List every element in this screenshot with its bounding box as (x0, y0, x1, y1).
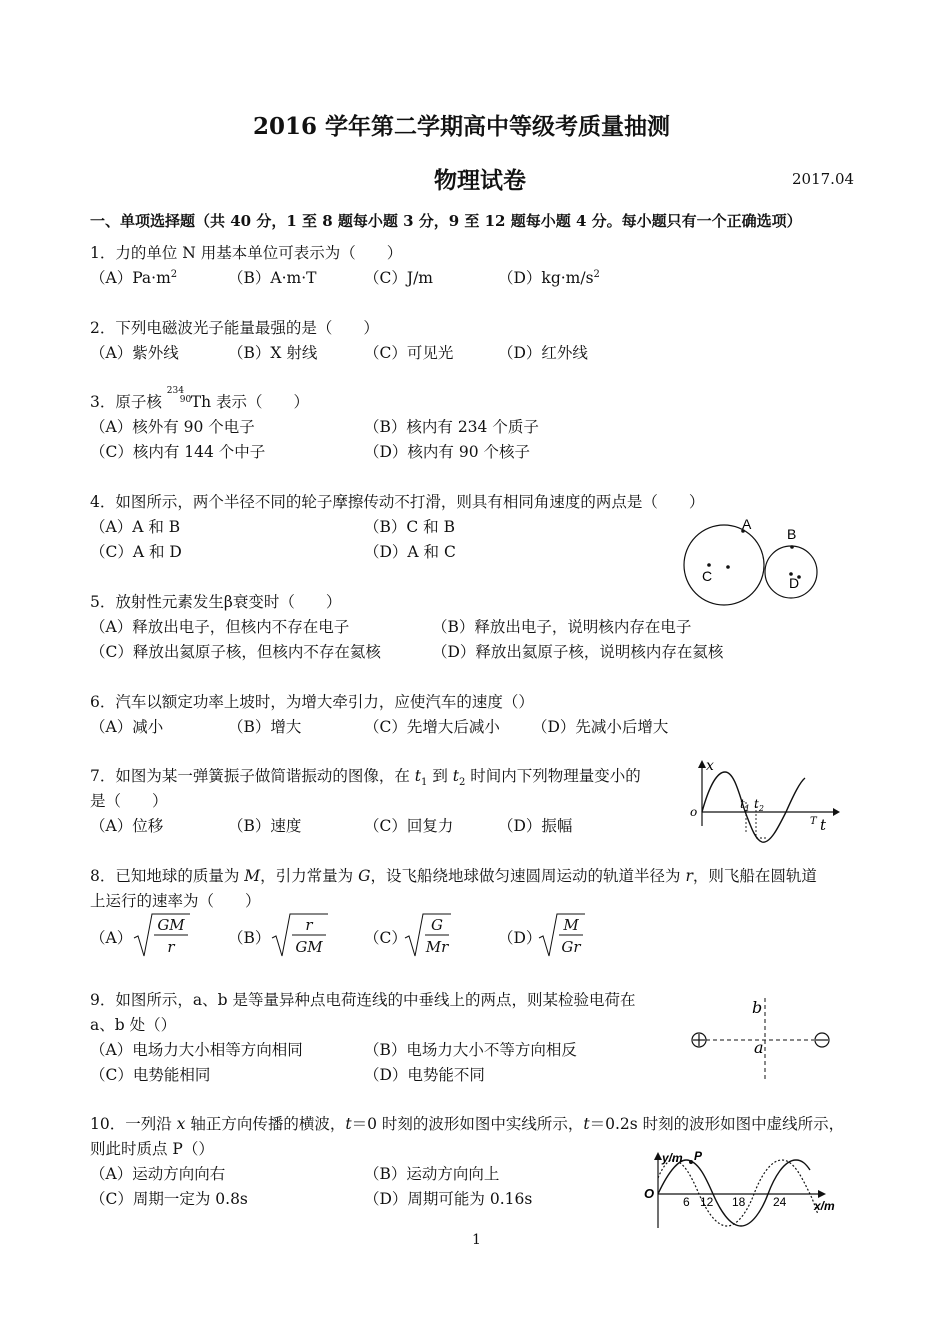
q7-option-d: （D）振幅 (498, 817, 573, 835)
q7-stem-cont: 是（ ） (90, 792, 168, 810)
q3-option-c: （C）核内有 144 个中子 (90, 443, 266, 461)
exam-date: 2017.04 (792, 170, 855, 188)
q10-option-c: （C）周期一定为 0.8s (90, 1190, 248, 1208)
point-p (689, 1160, 693, 1164)
q1-option-c: （C）J/m (364, 269, 433, 287)
section-heading: 一、单项选择题（共 40 分，1 至 8 题每小题 3 分，9 至 12 题每小题 4 分。每小题只有一个正确选项） (90, 212, 802, 230)
q6-stem: 6．汽车以额定功率上坡时，为增大牵引力，应使汽车的速度（） (90, 693, 534, 711)
q10-stem: 10．一列沿 x 轴正方向传播的横波，t＝0 时刻的波形如图中实线所示，t＝0.2s 时刻的波形如图中虚线所示， (90, 1115, 845, 1133)
label-o: o (690, 805, 698, 819)
q8-option-d: （D） (498, 929, 542, 947)
q1-option-d: $(D)kg\cdot m/s^2$ (498, 268, 600, 287)
x-axis-arrow (833, 808, 840, 816)
q8-stem-cont: 上运行的速率为（ ） (90, 892, 261, 910)
q2-option-d: （D）红外线 (498, 344, 588, 362)
page-number: 1 (472, 1232, 481, 1248)
q8-formula-b: r GM (270, 912, 330, 958)
q4-option-b: （B）C 和 B (364, 518, 455, 536)
q4-option-d: （D）A 和 C (364, 543, 456, 561)
q9-stem-cont: a、b 处（） (90, 1016, 177, 1034)
label-b: B (787, 526, 797, 542)
q3-option-b: （B）核内有 234 个质子 (364, 418, 539, 436)
q1-stem: 1．力的单位 N 用基本单位可表示为（ ） (90, 244, 403, 262)
q7-option-a: （A）位移 (90, 817, 164, 835)
x-axis-arrow (818, 1190, 826, 1198)
y-axis-arrow (654, 1152, 662, 1160)
label-x: x (706, 758, 714, 774)
q8-formula-a: GM r (132, 912, 192, 958)
q8-option-a: （A） (90, 929, 133, 947)
label-T: T (810, 816, 817, 827)
q8-formula-c: G Mr (403, 912, 453, 958)
q6-option-d: （D）先减小后增大 (532, 718, 669, 736)
q4-option-a: （A）A 和 B (90, 518, 181, 536)
q9-option-c: （C）电势能相同 (90, 1066, 211, 1084)
q8-formula-d: M Gr (537, 912, 587, 958)
q7-option-c: （C）回复力 (364, 817, 454, 835)
q2-option-a: （A）紫外线 (90, 344, 179, 362)
exam-subtitle: 物理试卷 (434, 167, 526, 194)
q10-option-b: （B）运动方向向上 (364, 1165, 500, 1183)
q9-stem: 9．如图所示，a、b 是等量异种点电荷连线的中垂线上的两点，则某检验电荷在 (90, 991, 636, 1009)
tick-18: 18 (732, 1195, 746, 1209)
q8-stem: 8．已知地球的质量为 M，引力常量为 G，设飞船绕地球做匀速圆周运动的轨道半径为 r，则飞船在圆轨道 (90, 867, 817, 885)
tick-6: 6 (683, 1195, 690, 1209)
label-d: D (789, 575, 800, 591)
q5-stem: 5．放射性元素发生β衰变时（ ） (90, 593, 342, 611)
large-wheel (684, 525, 764, 605)
q2-option-b: （B）X 射线 (228, 344, 318, 362)
label-ylabel: y/m (662, 1151, 683, 1165)
solid-wave (658, 1160, 810, 1226)
q4-stem: 4．如图所示，两个半径不同的轮子摩擦传动不打滑，则具有相同角速度的两点是（ ） (90, 493, 705, 511)
q10-option-a: （A）运动方向向右 (90, 1165, 226, 1183)
q6-option-b: （B）增大 (228, 718, 302, 736)
label-t: t (820, 816, 827, 834)
label-t2: $t_2$ (754, 797, 764, 813)
q5-option-c: （C）释放出氦原子核，但核内不存在氦核 (90, 643, 381, 661)
q10-wave-graph (640, 1148, 840, 1230)
q4-wheels-figure (680, 515, 830, 615)
point-b-dot (790, 545, 794, 549)
label-p: P (694, 1149, 703, 1163)
q9-option-a: （A）电场力大小相等方向相同 (90, 1041, 303, 1059)
q8-option-c: （C） (364, 929, 407, 947)
q5-option-d: （D）释放出氦原子核，说明核内存在氦核 (432, 643, 724, 661)
label-origin: O (644, 1186, 655, 1201)
label-xlabel: x/m (814, 1199, 835, 1213)
label-a: a (754, 1038, 764, 1057)
tick-24: 24 (773, 1195, 787, 1209)
center-large-dot (726, 565, 730, 569)
y-axis-arrow (698, 760, 706, 768)
q6-option-a: （A）减小 (90, 718, 164, 736)
q7-option-b: （B）速度 (228, 817, 302, 835)
q3-option-d: （D）核内有 90 个核子 (364, 443, 531, 461)
q5-option-a: （A）释放出电子，但核内不存在电子 (90, 618, 350, 636)
q10-option-d: （D）周期可能为 0.16s (364, 1190, 533, 1208)
label-c: C (702, 568, 713, 584)
q1-option-b: （B）A·m·T (228, 269, 317, 287)
q9-charges-figure (688, 996, 838, 1084)
dashed-wave (658, 1160, 818, 1226)
label-t1: $t_1$ (740, 797, 750, 813)
q4-option-c: （C）A 和 D (90, 543, 182, 561)
q5-option-b: （B）释放出电子，说明核内存在电子 (432, 618, 692, 636)
label-b: b (752, 998, 763, 1017)
q3-stem: 3．原子核 234 90 Th 表示（ ） (90, 386, 310, 411)
q2-stem: 2．下列电磁波光子能量最强的是（ ） (90, 319, 379, 337)
q8-option-b: （B） (228, 929, 271, 947)
q9-option-d: （D）电势能不同 (364, 1066, 485, 1084)
label-a: A (742, 516, 752, 532)
q3-option-a: （A）核外有 90 个电子 (90, 418, 255, 436)
q9-option-b: （B）电场力大小不等方向相反 (364, 1041, 577, 1059)
point-c-dot (707, 563, 711, 567)
exam-title: 2016 学年第二学期高中等级考质量抽测 (253, 113, 671, 140)
q10-stem-cont: 则此时质点 P（） (90, 1140, 214, 1158)
tick-12: 12 (700, 1195, 714, 1209)
q2-option-c: （C）可见光 (364, 344, 454, 362)
q1-option-a: $(A)Pa\cdot m^2$ (90, 268, 178, 287)
q6-option-c: （C）先增大后减小 (364, 718, 500, 736)
q7-shm-graph (688, 758, 838, 838)
q7-stem: 7．如图为某一弹簧振子做简谐振动的图像，在 $t_1$ 到 $t_2$ 时间内下列物理量变小的 (90, 767, 641, 789)
